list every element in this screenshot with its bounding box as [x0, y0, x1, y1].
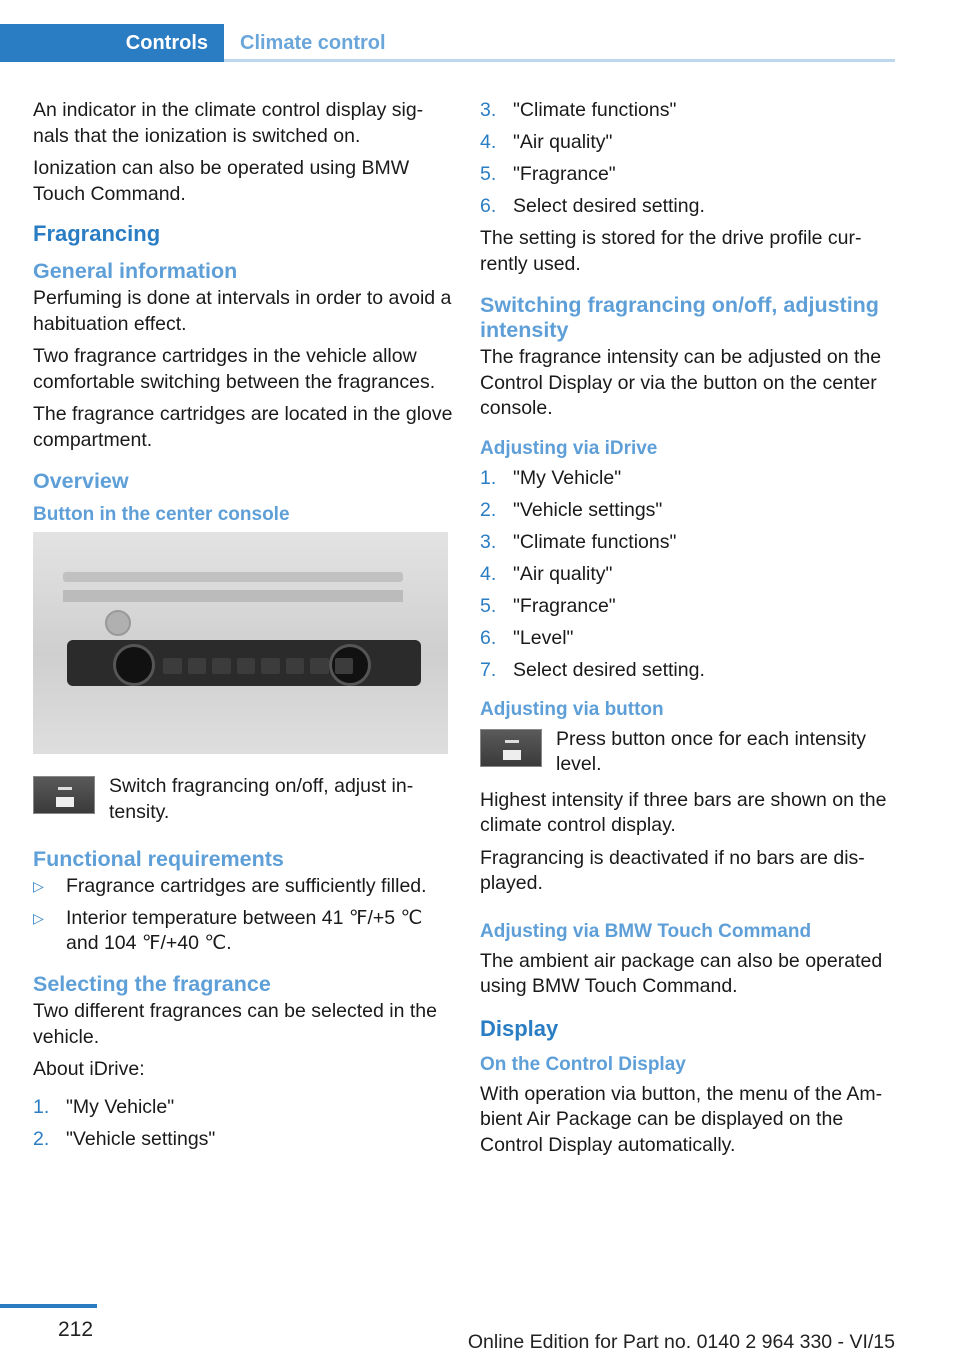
paragraph: Fragrancing is deactivated if no bars are dis‐ played.	[480, 846, 865, 894]
steps-list	[33, 1095, 453, 1152]
edition-text: Online Edition for Part no. 0140 2 964 330 - VI/15	[467, 1331, 895, 1353]
paragraph: Two fragrance cartridges in the vehicle allow comfortable switching between the fragrances.	[33, 345, 436, 393]
intensity-button-row	[480, 727, 895, 778]
list-item: 7. Select desired setting.	[480, 658, 705, 681]
tab-climate-control[interactable]: Climate control	[240, 31, 386, 54]
heading-adjusting-via-touch-command: Adjusting via BMW Touch Command	[480, 920, 812, 942]
heading-fragrancing: Fragrancing	[33, 221, 161, 246]
paragraph: Highest intensity if three bars are shown on the climate control display.	[480, 788, 887, 836]
heading-adjusting-via-idrive: Adjusting via iDrive	[480, 437, 658, 459]
header-rule	[224, 59, 895, 62]
heading-button-center-console: Button in the center console	[33, 504, 290, 525]
list-item: 6. "Level"	[480, 626, 574, 649]
list-item: 1. "My Vehicle"	[33, 1095, 175, 1118]
paragraph: Two different fragrances can be selected in the vehicle.	[33, 1000, 437, 1048]
heading-functional-requirements: Functional requirements	[33, 847, 284, 871]
list-item: 5. "Fragrance"	[480, 163, 616, 185]
heading-display: Display	[480, 1015, 559, 1041]
paragraph: An indicator in the climate control display sig‐ nals that the ionization is switched on.	[33, 99, 424, 147]
icon-description: Press button once for each intensity level.	[556, 727, 867, 775]
paragraph: Ionization can also be operated using BMW Touch Command.	[33, 157, 410, 205]
page-number: 212	[58, 1318, 94, 1341]
paragraph: The fragrance cartridges are located in the glove compartment.	[33, 403, 453, 451]
fragrance-button-row	[33, 774, 453, 825]
heading-switching-fragrancing: Switching fragrancing on/off, adjusting intensity	[480, 293, 879, 342]
list-item: 6. Select desired setting.	[480, 195, 705, 217]
heading-overview: Overview	[33, 469, 129, 493]
steps-list	[480, 98, 895, 219]
list-item: 4. "Air quality"	[480, 562, 613, 585]
paragraph: With operation via button, the menu of the Am‐ bient Air Package can be displayed on the Control Display automatically.	[480, 1082, 883, 1156]
paragraph: The setting is stored for the drive profile cur‐ rently used.	[480, 227, 862, 275]
requirements-list	[33, 874, 453, 956]
list-item: 3. "Climate functions"	[480, 530, 677, 553]
tab-controls[interactable]: Controls	[0, 24, 224, 62]
fragrance-button-icon	[480, 729, 542, 767]
triangle-bullet-icon: ▷	[33, 878, 44, 894]
list-item: 2. "Vehicle settings"	[33, 1127, 216, 1150]
right-column	[480, 98, 895, 1165]
center-console-photo	[33, 532, 448, 754]
paragraph: About iDrive:	[33, 1058, 145, 1080]
idrive-steps-list	[480, 466, 895, 683]
left-column	[33, 98, 453, 1159]
paragraph: Perfuming is done at intervals in order to avoid a habituation effect.	[33, 287, 452, 335]
fragrance-button-icon	[33, 776, 95, 814]
list-item: 2. "Vehicle settings"	[480, 498, 663, 521]
footer-rule	[0, 1304, 97, 1308]
list-item: 4. "Air quality"	[480, 131, 613, 153]
triangle-bullet-icon: ▷	[33, 910, 44, 926]
paragraph: The ambient air package can also be operated using BMW Touch Command.	[480, 949, 883, 997]
heading-general-information: General information	[33, 259, 238, 283]
heading-on-control-display: On the Control Display	[480, 1053, 686, 1075]
icon-description: Switch fragrancing on/off, adjust in‐ tensity.	[109, 775, 414, 823]
list-item: 3. "Climate functions"	[480, 99, 677, 121]
page-header	[0, 24, 895, 62]
list-item: ▷ Fragrance cartridges are sufficiently filled.	[33, 875, 427, 897]
paragraph: The fragrance intensity can be adjusted on the Control Display or via the button on the center console.	[480, 346, 882, 419]
list-item: 5. "Fragrance"	[480, 594, 616, 617]
heading-selecting-fragrance: Selecting the fragrance	[33, 972, 271, 996]
heading-adjusting-via-button: Adjusting via button	[480, 698, 664, 720]
list-item: ▷ Interior temperature between 41 ℉/+5 ℃ and 104 ℉/+40 ℃.	[33, 907, 423, 954]
list-item: 1. "My Vehicle"	[480, 466, 622, 489]
